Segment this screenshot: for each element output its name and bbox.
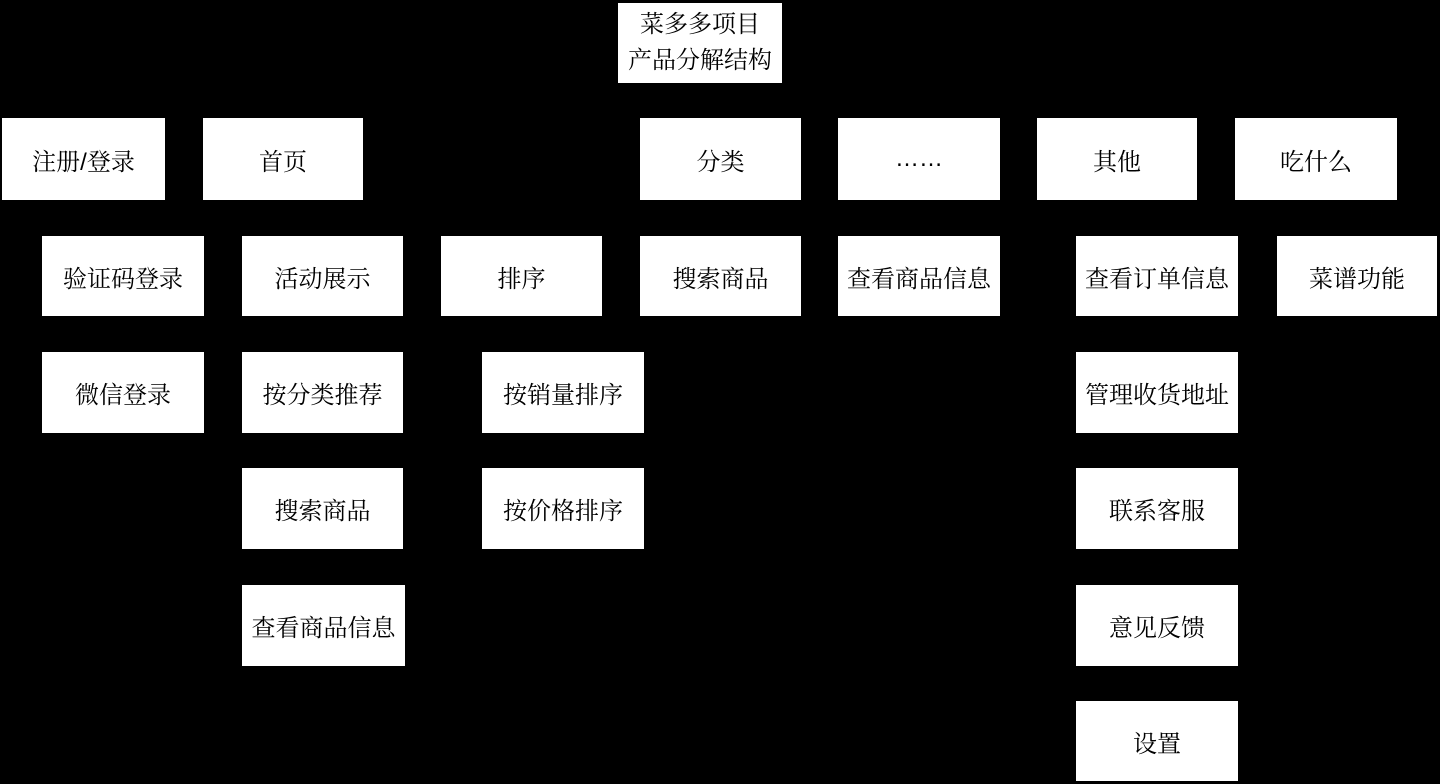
node-search-products: 搜索商品 [640,236,801,316]
node-sms-code-login: 验证码登录 [42,236,204,316]
node-category: 分类 [640,118,801,200]
diagram-title [618,3,782,83]
node-view-product-info: 查看商品信息 [838,236,1000,316]
node-recipe-feature: 菜谱功能 [1277,236,1437,316]
node-contact-support: 联系客服 [1076,468,1238,549]
node-manage-address: 管理收货地址 [1076,352,1238,433]
node-activity-display: 活动展示 [242,236,403,316]
node-sort-by-sales: 按销量排序 [482,352,644,433]
node-home-view-product-info: 查看商品信息 [242,585,405,666]
node-other: 其他 [1037,118,1197,200]
node-recommend-by-category: 按分类推荐 [242,352,403,433]
node-home: 首页 [203,118,363,200]
node-sort: 排序 [441,236,602,316]
node-home-search-products: 搜索商品 [242,468,403,549]
node-what-to-eat: 吃什么 [1235,118,1397,200]
node-ellipsis: …… [838,118,1000,200]
node-register-login: 注册/登录 [2,118,165,200]
node-label-line: 产品分解结构 [628,47,772,74]
node-settings: 设置 [1076,701,1238,781]
node-label-line: 菜多多项目 [640,11,760,38]
node-feedback: 意见反馈 [1076,585,1238,666]
node-sort-by-price: 按价格排序 [482,468,644,549]
node-view-order-info: 查看订单信息 [1076,236,1238,316]
node-wechat-login: 微信登录 [42,352,204,433]
